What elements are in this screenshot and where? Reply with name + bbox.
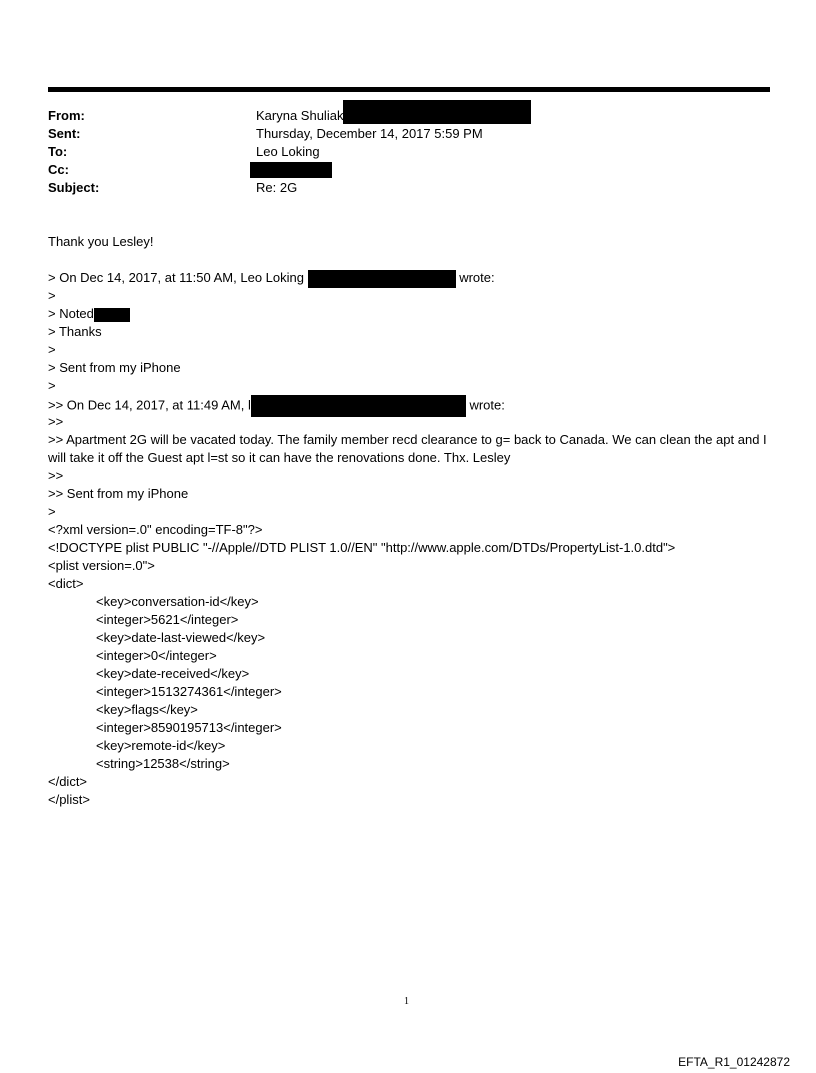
header-rule bbox=[48, 87, 770, 92]
from-row bbox=[48, 107, 768, 125]
cc-value bbox=[256, 161, 332, 179]
xml-line: <integer>5621</integer> bbox=[96, 612, 239, 627]
xml-line: <dict> bbox=[48, 576, 84, 591]
redaction-box bbox=[251, 395, 466, 417]
quote-line: > bbox=[48, 504, 56, 519]
subject-value: Re: 2G bbox=[256, 180, 298, 195]
greeting: Thank you Lesley! bbox=[48, 234, 154, 249]
xml-line: <!DOCTYPE plist PUBLIC "-//Apple//DTD PLIST 1.0//EN" "http://www.apple.com/DTDs/PropertyList-1.0.dtd"> bbox=[48, 540, 676, 555]
from-name: Karyna Shuliak bbox=[256, 108, 344, 123]
xml-line: <integer>0</integer> bbox=[96, 648, 217, 663]
cc-row bbox=[48, 161, 768, 179]
quote-line: >> bbox=[48, 414, 64, 429]
email-header bbox=[48, 107, 768, 197]
quote-noted: > Noted bbox=[48, 306, 94, 321]
xml-line: <key>date-received</key> bbox=[96, 666, 250, 681]
sent-value: Thursday, December 14, 2017 5:59 PM bbox=[256, 126, 483, 141]
document-id: EFTA_R1_01242872 bbox=[678, 1055, 790, 1069]
quote-line bbox=[48, 305, 768, 323]
quote-wrote: wrote: bbox=[465, 397, 505, 413]
cc-label: Cc: bbox=[48, 162, 69, 177]
subject-label: Subject: bbox=[48, 180, 100, 195]
subject-row bbox=[48, 179, 768, 197]
xml-line: </plist> bbox=[48, 792, 90, 807]
xml-line: <key>remote-id</key> bbox=[96, 738, 226, 753]
redaction-box bbox=[308, 270, 456, 288]
email-body bbox=[48, 233, 768, 809]
to-row bbox=[48, 143, 768, 161]
quote-attribution: > On Dec 14, 2017, at 11:50 AM, Leo Loking bbox=[48, 270, 308, 285]
sent-label: Sent: bbox=[48, 126, 81, 141]
quote-wrote: wrote: bbox=[455, 270, 495, 285]
quote-line: > bbox=[48, 288, 56, 303]
xml-line: </dict> bbox=[48, 774, 88, 789]
xml-line: <integer>1513274361</integer> bbox=[96, 684, 282, 699]
sent-row bbox=[48, 125, 768, 143]
to-value: Leo Loking bbox=[256, 144, 320, 159]
quote-line: >> Sent from my iPhone bbox=[48, 486, 189, 501]
redaction-box bbox=[343, 100, 531, 124]
xml-line: <string>12538</string> bbox=[96, 756, 230, 771]
xml-line: <key>conversation-id</key> bbox=[96, 594, 259, 609]
from-value bbox=[256, 107, 531, 125]
quote-line: > Thanks bbox=[48, 324, 102, 339]
quote-line: >> bbox=[48, 468, 64, 483]
xml-line: <integer>8590195713</integer> bbox=[96, 720, 282, 735]
redaction-box bbox=[250, 162, 332, 178]
page-number: 1 bbox=[404, 996, 409, 1007]
quote-paragraph: >> Apartment 2G will be vacated today. The family member recd clearance to g= back to Canada. We can clean the apt and I will take it off the Guest apt l=st so it can have the renovations done. Thx. Lesley bbox=[48, 432, 767, 465]
xml-line: <plist version=.0"> bbox=[48, 558, 155, 573]
xml-line: <?xml version=.0" encoding=TF-8"?> bbox=[48, 522, 263, 537]
quote-line: > bbox=[48, 378, 56, 393]
quote-attribution: >> On Dec 14, 2017, at 11:49 AM, l bbox=[48, 397, 251, 413]
xml-line: <key>flags</key> bbox=[96, 702, 198, 717]
to-label: To: bbox=[48, 144, 68, 159]
quote-line: > Sent from my iPhone bbox=[48, 360, 181, 375]
xml-line: <key>date-last-viewed</key> bbox=[96, 630, 266, 645]
quote-line: > bbox=[48, 342, 56, 357]
quote-line bbox=[48, 269, 768, 287]
from-label: From: bbox=[48, 108, 85, 123]
blank-line bbox=[48, 251, 768, 269]
redaction-box bbox=[94, 308, 130, 322]
quote-line bbox=[48, 395, 768, 413]
